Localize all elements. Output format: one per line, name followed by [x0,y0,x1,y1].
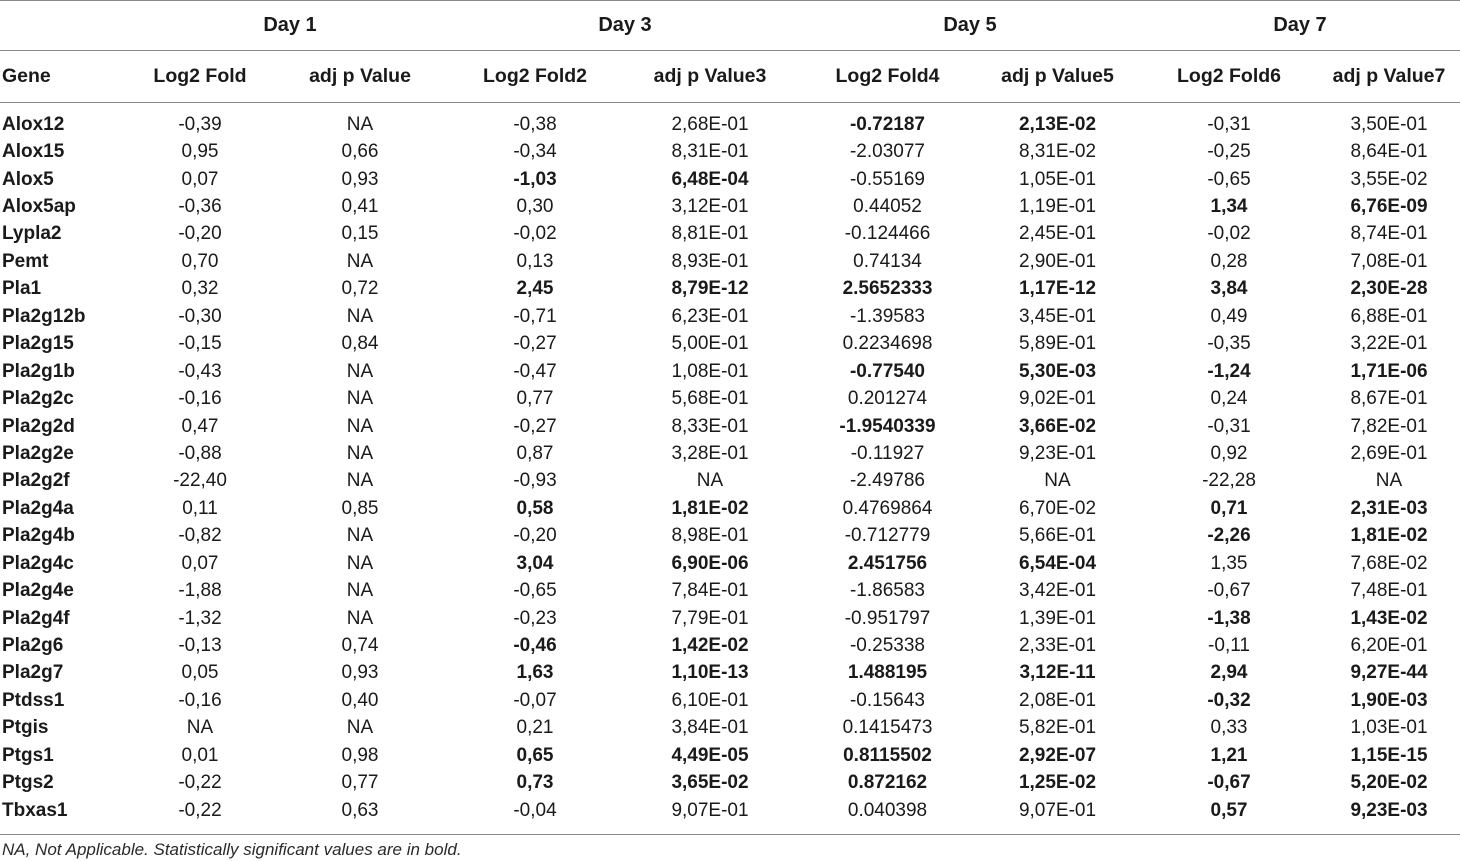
log2-fold-day1-cell: -0,30 [178,305,222,327]
table-footnote: NA, Not Applicable. Statistically significant values are in bold. [2,840,462,859]
adj-p-day5-cell: 8,31E-02 [1018,141,1097,163]
log2-fold-day7-cell: 1,34 [1210,196,1248,218]
log2-fold-day1-cell: 0,11 [182,497,218,519]
log2-fold-day7-cell: 1,35 [1210,552,1248,574]
adj-p-day1-cell: 0,66 [341,141,379,163]
adj-p-day5-cell: 3,12E-11 [1019,662,1096,684]
adj-p-day5-cell: 2,45E-01 [1018,223,1097,245]
table-row [0,577,1460,604]
column-header-log2-fold2: Log2 Fold2 [450,51,620,103]
log2-fold-day5-cell: 0.74134 [853,250,922,272]
log2-fold-day5-cell: 2.5652333 [842,278,933,300]
log2-fold-day5-cell: -0.55169 [849,168,925,190]
adj-p-day1-cell: 0,93 [341,168,379,190]
log2-fold-day5-cell: -0.712779 [844,525,931,547]
adj-p-day7-cell: 7,68E-02 [1350,552,1428,574]
log2-fold-day1-cell: 0,70 [181,250,219,272]
log2-fold-day7-cell: 0,28 [1210,250,1248,272]
adj-p-day3-cell: 8,33E-01 [671,415,749,437]
adj-p-day7-cell: 5,20E-02 [1350,772,1428,794]
table-row [0,770,1460,797]
adj-p-day1-cell: NA [346,305,374,327]
adj-p-day5-cell: 6,70E-02 [1018,497,1097,519]
adj-p-day1-cell: 0,40 [341,689,379,711]
adj-p-day5-cell: 2,90E-01 [1018,250,1097,272]
adj-p-day5-cell: 2,13E-02 [1018,113,1097,135]
adj-p-day5-cell: 1,25E-02 [1018,772,1097,794]
column-header-adj-p-value5: adj p Value5 [975,51,1140,103]
log2-fold-day7-cell: 3,84 [1210,278,1248,300]
log2-fold-day1-cell: -0,43 [178,360,222,382]
gene-cell: Alox5 [2,168,54,190]
adj-p-day1-cell: NA [346,442,374,464]
group-header-day5: Day 5 [800,1,1140,51]
adj-p-day7-cell: NA [1375,470,1403,492]
adj-p-day7-cell: 7,48E-01 [1350,580,1428,602]
adj-p-day7-cell: 6,20E-01 [1350,635,1428,657]
gene-cell: Alox12 [2,113,65,135]
adj-p-day3-cell: 6,90E-06 [671,552,749,574]
adj-p-day1-cell: NA [346,388,374,410]
log2-fold-day3-cell: -0,27 [513,415,557,437]
table-row [0,103,1460,139]
adj-p-day1-cell: NA [346,525,374,547]
table-row [0,715,1460,742]
log2-fold-day7-cell: -22,28 [1202,470,1256,492]
log2-fold-day7-cell: 0,24 [1210,388,1248,410]
gene-cell: Pla2g4e [2,580,74,602]
log2-fold-day7-cell: 0,92 [1210,442,1248,464]
log2-fold-day5-cell: -1.9540339 [839,415,936,437]
log2-fold-day3-cell: -0,04 [450,797,620,835]
adj-p-day1-cell: 0,85 [341,497,379,519]
adj-p-day7-cell: 3,50E-01 [1350,113,1428,135]
log2-fold-day7-cell: 0,33 [1210,717,1248,739]
log2-fold-day1-cell: 0,95 [181,141,219,163]
log2-fold-day3-cell: -0,47 [513,360,557,382]
column-header-adj-p-value3: adj p Value3 [620,51,800,103]
adj-p-day5-cell: 2,33E-01 [1018,635,1097,657]
gene-cell: Pla2g6 [2,635,64,657]
log2-fold-day1-cell: NA [186,717,214,739]
adj-p-day5-cell: 1,19E-01 [1018,196,1097,218]
adj-p-day7-cell: 1,15E-15 [1350,744,1428,766]
adj-p-day7-cell: 8,74E-01 [1350,223,1428,245]
log2-fold-day5-cell: -0.25338 [849,635,925,657]
log2-fold-day3-cell: 1,63 [516,662,554,684]
gene-cell: Ptgs2 [2,772,54,794]
log2-fold-day5-cell: 0.4769864 [842,497,933,519]
log2-fold-day3-cell: -0,46 [513,635,557,657]
adj-p-day7-cell: 2,69E-01 [1350,442,1428,464]
adj-p-day1-cell: NA [346,607,374,629]
log2-fold-day7-cell: -0,25 [1207,141,1251,163]
log2-fold-day1-cell: -0,13 [178,635,222,657]
log2-fold-day7-cell: 2,94 [1210,662,1248,684]
adj-p-day7-cell: 3,22E-01 [1350,333,1428,355]
log2-fold-day3-cell: -0,23 [513,607,557,629]
log2-fold-day5-cell: -0.72187 [849,113,925,135]
log2-fold-day1-cell: 0,07 [181,168,219,190]
log2-fold-day5-cell: -2.49786 [849,470,925,492]
table-row [0,468,1460,495]
log2-fold-day7-cell: -0,67 [1207,772,1251,794]
adj-p-day7-cell: 1,43E-02 [1350,607,1428,629]
log2-fold-day5-cell: -0.77540 [849,360,925,382]
adj-p-day5-cell: 5,82E-01 [1018,717,1097,739]
log2-fold-day3-cell: -0,07 [513,689,557,711]
table-row [0,632,1460,659]
log2-fold-day1-cell: -0,88 [178,442,222,464]
log2-fold-day1-cell: -0,16 [178,689,222,711]
adj-p-day7-cell: 1,03E-01 [1350,717,1428,739]
adj-p-day3-cell: 3,65E-02 [671,772,749,794]
gene-cell: Pla2g4a [2,497,74,519]
adj-p-day3-cell: 1,10E-13 [671,662,749,684]
log2-fold-day1-cell: 0,07 [181,552,219,574]
log2-fold-day1-cell: 0,32 [181,278,219,300]
gene-cell: Pla1 [2,278,42,300]
log2-fold-day1-cell: -0,82 [178,525,222,547]
table-row [0,605,1460,632]
adj-p-day7-cell: 1,71E-06 [1350,360,1428,382]
adj-p-day7-cell: 3,55E-02 [1350,168,1428,190]
group-header-day3: Day 3 [450,1,800,51]
log2-fold-day5-cell: -1.39583 [849,305,925,327]
table-row [0,358,1460,385]
adj-p-day1-cell: 0,63 [270,797,450,835]
log2-fold-day1-cell: -0,20 [178,223,222,245]
table-row [0,660,1460,687]
log2-fold-day7-cell: 0,71 [1210,497,1248,519]
gene-cell: Pla2g2c [2,388,74,410]
table-row [0,138,1460,165]
adj-p-day3-cell: 8,81E-01 [671,223,749,245]
log2-fold-day3-cell: -0,34 [513,141,557,163]
adj-p-day7-cell: 1,81E-02 [1350,525,1428,547]
log2-fold-day5-cell: 0.872162 [847,772,928,794]
adj-p-day5-cell: 9,07E-01 [975,797,1140,835]
adj-p-day5-cell: 3,42E-01 [1018,580,1097,602]
group-header-day1: Day 1 [130,1,450,51]
log2-fold-day7-cell: -0,02 [1207,223,1251,245]
day-group-header-row [0,1,1460,51]
adj-p-day5-cell: NA [1044,470,1071,492]
adj-p-day5-cell: 1,05E-01 [1018,168,1097,190]
table-body [0,103,1460,835]
log2-fold-day3-cell: 0,58 [516,497,554,519]
table-row [0,440,1460,467]
log2-fold-day1-cell: -0,39 [178,113,222,135]
group-header-day7: Day 7 [1140,1,1460,51]
gene-cell: Pemt [2,250,49,272]
adj-p-day3-cell: 6,23E-01 [671,305,749,327]
adj-p-day3-cell: 5,00E-01 [671,333,749,355]
log2-fold-day1-cell: -0,15 [178,333,222,355]
gene-cell: Pla2g1b [2,360,75,382]
adj-p-day3-cell: NA [696,470,724,492]
log2-fold-day7-cell: -0,65 [1207,168,1251,190]
table-row [0,797,1460,835]
table-row [0,523,1460,550]
adj-p-day1-cell: NA [346,415,374,437]
log2-fold-day1-cell: -0,22 [130,797,270,835]
adj-p-day5-cell: 1,39E-01 [1018,607,1097,629]
adj-p-day1-cell: 0,72 [341,278,379,300]
adj-p-day3-cell: 7,79E-01 [671,607,749,629]
log2-fold-day3-cell: -0,02 [513,223,557,245]
adj-p-day7-cell: 7,82E-01 [1350,415,1428,437]
adj-p-day5-cell: 3,66E-02 [1018,415,1097,437]
adj-p-day3-cell: 3,84E-01 [671,717,749,739]
log2-fold-day7-cell: -1,24 [1207,360,1251,382]
log2-fold-day3-cell: -0,93 [513,470,557,492]
log2-fold-day7-cell: 0,49 [1210,305,1248,327]
log2-fold-day3-cell: -0,38 [513,113,557,135]
table-row [0,193,1460,220]
adj-p-day7-cell: 9,27E-44 [1350,662,1428,684]
adj-p-day7-cell: 8,64E-01 [1350,141,1428,163]
log2-fold-day3-cell: 0,77 [516,388,554,410]
log2-fold-day3-cell: 3,04 [516,552,554,574]
adj-p-day5-cell: 2,92E-07 [1018,744,1097,766]
adj-p-day1-cell: NA [346,580,374,602]
log2-fold-day7-cell: -0,67 [1207,580,1251,602]
log2-fold-day3-cell: 0,87 [516,442,554,464]
table-row [0,248,1460,275]
table-row [0,276,1460,303]
log2-fold-day5-cell: -0.15643 [849,689,925,711]
adj-p-day5-cell: 2,08E-01 [1018,689,1097,711]
group-header-blank [0,1,130,51]
log2-fold-day3-cell: -1,03 [513,168,557,190]
gene-cell: Pla2g2f [2,470,70,492]
log2-fold-day1-cell: -22,40 [173,470,227,492]
log2-fold-day3-cell: -0,20 [513,525,557,547]
table-row [0,687,1460,714]
adj-p-day3-cell: 6,10E-01 [671,689,749,711]
adj-p-day1-cell: 0,98 [341,744,379,766]
gene-cell: Pla2g15 [2,333,74,355]
log2-fold-day5-cell: -2.03077 [849,141,925,163]
adj-p-day3-cell: 9,07E-01 [620,797,800,835]
adj-p-day7-cell: 6,76E-09 [1350,196,1428,218]
log2-fold-day3-cell: 0,21 [516,717,554,739]
gene-cell: Ptdss1 [2,689,65,711]
log2-fold-day7-cell: -0,35 [1207,333,1251,355]
adj-p-day3-cell: 1,42E-02 [671,635,749,657]
log2-fold-day3-cell: -0,65 [513,580,557,602]
adj-p-day1-cell: 0,15 [341,223,379,245]
log2-fold-day3-cell: 0,13 [516,250,554,272]
gene-cell: Ptgis [2,717,49,739]
gene-cell: Lypla2 [2,223,62,245]
table-row [0,550,1460,577]
adj-p-day5-cell: 5,30E-03 [1018,360,1097,382]
adj-p-day3-cell: 2,68E-01 [671,113,749,135]
log2-fold-day1-cell: 0,05 [181,662,219,684]
adj-p-day3-cell: 1,81E-02 [671,497,749,519]
log2-fold-day7-cell: -0,31 [1207,415,1251,437]
adj-p-day1-cell: NA [346,250,374,272]
adj-p-day3-cell: 8,31E-01 [671,141,749,163]
log2-fold-day7-cell: -0,11 [1208,635,1250,657]
log2-fold-day7-cell: -0,31 [1207,113,1251,135]
log2-fold-day3-cell: 0,30 [516,196,554,218]
gene-cell: Pla2g7 [2,662,64,684]
log2-fold-day5-cell: 0.2234698 [842,333,933,355]
table-row [0,385,1460,412]
column-header-log2-fold4: Log2 Fold4 [800,51,975,103]
gene-cell: Pla2g4f [2,607,70,629]
column-header-log2-fold6: Log2 Fold6 [1140,51,1318,103]
adj-p-day3-cell: 8,79E-12 [671,278,749,300]
adj-p-day5-cell: 1,17E-12 [1018,278,1097,300]
table-row [0,495,1460,522]
log2-fold-day1-cell: -0,16 [178,388,222,410]
column-header-row [0,51,1460,103]
log2-fold-day7-cell: -2,26 [1207,525,1251,547]
log2-fold-day1-cell: 0,01 [181,744,219,766]
adj-p-day1-cell: NA [346,552,374,574]
column-header-log2-fold: Log2 Fold [130,51,270,103]
column-header-gene: Gene [0,51,130,103]
log2-fold-day3-cell: 0,73 [516,772,554,794]
log2-fold-day3-cell: 2,45 [516,278,554,300]
table-row [0,413,1460,440]
gene-cell: Alox15 [2,141,65,163]
gene-cell: Pla2g4b [2,525,75,547]
adj-p-day3-cell: 3,12E-01 [671,196,749,218]
adj-p-day3-cell: 5,68E-01 [671,388,749,410]
log2-fold-day5-cell: 0.040398 [800,797,975,835]
log2-fold-day7-cell: 0,57 [1140,797,1318,835]
adj-p-day5-cell: 5,66E-01 [1018,525,1097,547]
adj-p-day1-cell: 0,77 [341,772,379,794]
log2-fold-day5-cell: -0.124466 [844,223,931,245]
adj-p-day5-cell: 9,02E-01 [1018,388,1097,410]
log2-fold-day3-cell: -0,27 [513,333,557,355]
log2-fold-day5-cell: -0.951797 [844,607,931,629]
log2-fold-day3-cell: -0,71 [513,305,557,327]
table-row [0,166,1460,193]
log2-fold-day1-cell: -0,22 [178,772,222,794]
adj-p-day7-cell: 2,31E-03 [1350,497,1428,519]
adj-p-day3-cell: 8,98E-01 [671,525,749,547]
adj-p-day3-cell: 3,28E-01 [671,442,749,464]
log2-fold-day5-cell: 0.1415473 [842,717,933,739]
adj-p-day1-cell: NA [346,717,374,739]
adj-p-day5-cell: 3,45E-01 [1018,305,1097,327]
adj-p-day1-cell: 0,74 [341,635,379,657]
adj-p-day5-cell: 9,23E-01 [1018,442,1097,464]
adj-p-day1-cell: NA [346,470,374,492]
adj-p-day1-cell: 0,41 [341,196,379,218]
adj-p-day7-cell: 7,08E-01 [1350,250,1428,272]
gene-cell: Pla2g12b [2,305,86,327]
log2-fold-day5-cell: 0.201274 [847,388,928,410]
adj-p-day3-cell: 8,93E-01 [671,250,749,272]
gene-cell: Alox5ap [2,196,76,218]
gene-cell: Pla2g2e [2,442,74,464]
log2-fold-day7-cell: -1,38 [1207,607,1251,629]
adj-p-day7-cell: 6,88E-01 [1350,305,1428,327]
adj-p-day5-cell: 6,54E-04 [1018,552,1097,574]
adj-p-day7-cell: 2,30E-28 [1350,278,1428,300]
log2-fold-day5-cell: 1.488195 [847,662,928,684]
gene-cell: Pla2g2d [2,415,75,437]
table-row [0,303,1460,330]
gene-cell: Ptgs1 [2,744,54,766]
adj-p-day3-cell: 7,84E-01 [671,580,749,602]
log2-fold-day7-cell: 1,21 [1210,744,1248,766]
table-row [0,331,1460,358]
adj-p-day1-cell: NA [346,360,374,382]
log2-fold-day5-cell: 0.44052 [853,196,922,218]
adj-p-day1-cell: NA [346,113,374,135]
adj-p-day7-cell: 9,23E-03 [1318,797,1460,835]
adj-p-day3-cell: 1,08E-01 [671,360,749,382]
column-header-adj-p-value: adj p Value [270,51,450,103]
log2-fold-day7-cell: -0,32 [1207,689,1251,711]
gene-cell: Pla2g4c [2,552,74,574]
gene-cell: Tbxas1 [0,797,130,835]
log2-fold-day1-cell: -1,32 [178,607,222,629]
log2-fold-day1-cell: 0,47 [181,415,219,437]
adj-p-day3-cell: 4,49E-05 [671,744,749,766]
log2-fold-day5-cell: -1.86583 [849,580,925,602]
log2-fold-day3-cell: 0,65 [516,744,554,766]
adj-p-day1-cell: 0,84 [341,333,379,355]
table-row [0,221,1460,248]
column-header-adj-p-value7: adj p Value7 [1318,51,1460,103]
log2-fold-day1-cell: -1,88 [178,580,222,602]
adj-p-day1-cell: 0,93 [341,662,379,684]
table-row [0,742,1460,769]
adj-p-day3-cell: 6,48E-04 [671,168,749,190]
log2-fold-day5-cell: 0.8115502 [843,744,932,766]
log2-fold-day5-cell: -0.11927 [850,442,925,464]
log2-fold-day1-cell: -0,36 [178,196,222,218]
adj-p-day7-cell: 1,90E-03 [1350,689,1428,711]
adj-p-day7-cell: 8,67E-01 [1350,388,1428,410]
adj-p-day5-cell: 5,89E-01 [1018,333,1097,355]
log2-fold-day5-cell: 2.451756 [847,552,928,574]
